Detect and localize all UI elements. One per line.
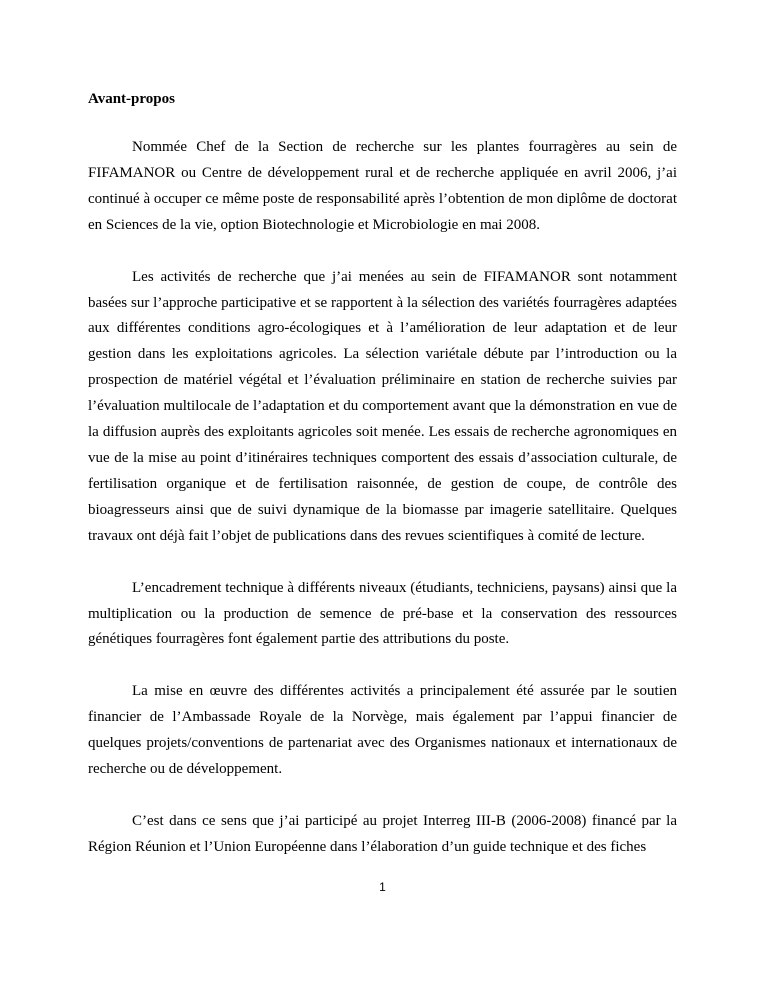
paragraph-5: C’est dans ce sens que j’ai participé au projet Interreg III-B (2006-2008) financé par la Région Réunion et l’Union Européenne dans l’élaboration d’un guide technique et des fiches [88, 812, 677, 855]
paragraph-2: Les activités de recherche que j’ai menées au sein de FIFAMANOR sont notamment basées sur l’approche participative et se rapportent à la sélection des variétés fourragères adaptées aux différentes conditions agro-écologiques et à l’amélioration de leur adaptation et de leur gestion dans les exploitations agricoles. La sélection variétale débute par l’introduction ou la prospection de matériel végétal et l’évaluation préliminaire en station de recherche suivies par l’évaluation multilocale de l’adaptation et du comportement avant que la démonstration en vue de la diffusion auprès des exploitants agricoles soit menée. Les essais de recherche agronomiques en vue de la mise au point d’itinéraires techniques comportent des essais d’association culturale, de fertilisation organique et de fertilisation raisonnée, de gestion de coupe, de contrôle des bioagresseurs ainsi que de suivi dynamique de la biomasse par imagerie satellitaire. Quelques travaux ont déjà fait l’objet de publications dans des revues scientifiques à comité de lecture. [88, 268, 677, 544]
paragraph-4: La mise en œuvre des différentes activités a principalement été assurée par le soutien financier de l’Ambassade Royale de la Norvège, mais également par l’appui financier de quelques projets/conventions de partenariat avec des Organismes nationaux et internationaux de recherche ou de développement. [88, 683, 677, 778]
section-title: Avant-propos [88, 91, 175, 107]
paragraph-1: Nommée Chef de la Section de recherche sur les plantes fourragères au sein de FIFAMANOR ou Centre de développement rural et de recherche appliquée en avril 2006, j’ai continué à occuper ce même poste de responsabilité après l’obtention de mon diplôme de doctorat en Sciences de la vie, option Biotechnologie et Microbiologie en mai 2008. [88, 139, 677, 233]
page-content [88, 86, 677, 887]
paragraph-3: L’encadrement technique à différents niveaux (étudiants, techniciens, paysans) ainsi que la multiplication ou la production de semence de pré-base et la conservation des ressources génétiques fourragères font également partie des attributions du poste. [88, 579, 677, 648]
page-number: 1 [379, 880, 386, 894]
